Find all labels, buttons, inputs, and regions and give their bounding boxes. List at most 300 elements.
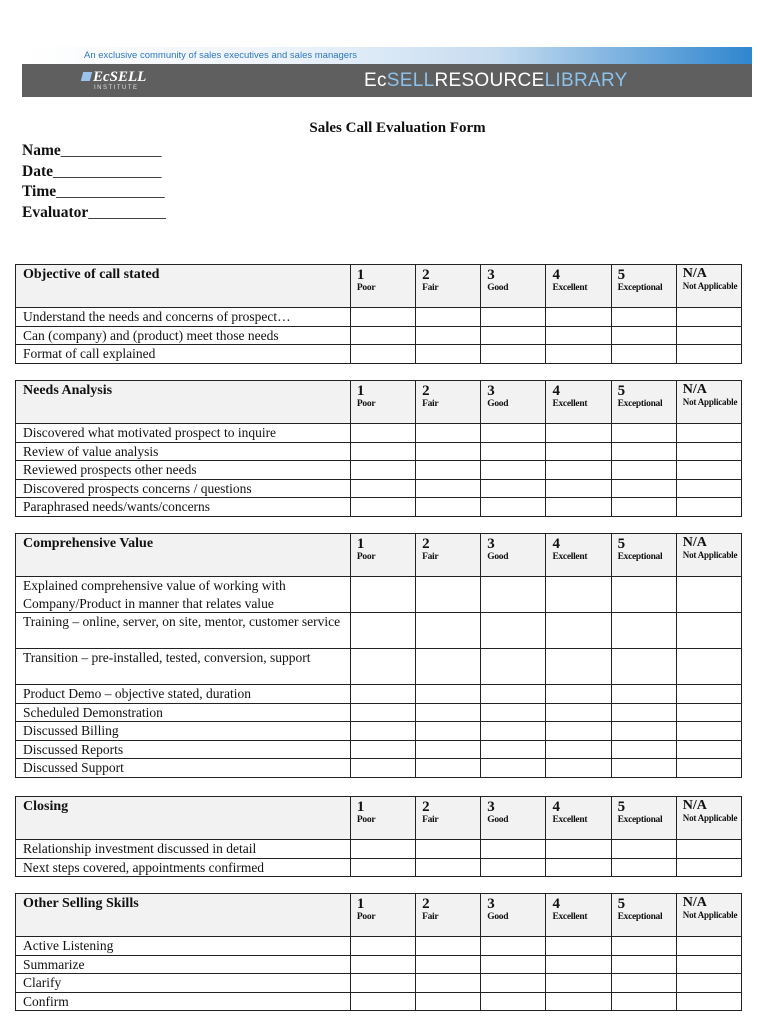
- criteria-label: Next steps covered, appointments confirmed: [23, 859, 265, 875]
- rating-cell[interactable]: [416, 685, 481, 704]
- rating-cell[interactable]: [481, 740, 546, 759]
- rating-number: 2: [422, 383, 430, 399]
- rating-cell[interactable]: [416, 858, 481, 877]
- rating-cell[interactable]: [611, 840, 676, 859]
- rating-label: Excellent: [552, 399, 588, 409]
- rating-number: 4: [552, 536, 560, 552]
- criteria-label: Can (company) and (product) meet those needs: [23, 327, 279, 343]
- rating-cell[interactable]: [481, 649, 546, 685]
- rating-cell[interactable]: [611, 974, 676, 993]
- rating-scale-header: [546, 265, 611, 308]
- rating-cell[interactable]: [676, 992, 741, 1011]
- rating-cell[interactable]: [481, 442, 546, 461]
- criteria-label: Scheduled Demonstration: [23, 704, 163, 720]
- rating-cell[interactable]: [546, 685, 611, 704]
- rating-scale-header: [611, 534, 676, 577]
- info-fields: [22, 141, 166, 223]
- criteria-row: [16, 308, 742, 327]
- rating-cell[interactable]: [676, 740, 741, 759]
- na-label: Not Applicable: [682, 910, 738, 920]
- rating-cell[interactable]: [676, 498, 741, 517]
- rating-cell[interactable]: [611, 992, 676, 1011]
- rating-cell[interactable]: [416, 974, 481, 993]
- rating-cell[interactable]: [350, 461, 415, 480]
- info-field-blank[interactable]: ______________: [56, 183, 165, 200]
- rating-cell[interactable]: [611, 577, 676, 613]
- rating-number: 2: [422, 799, 430, 815]
- rating-cell[interactable]: [350, 858, 415, 877]
- rating-cell[interactable]: [416, 326, 481, 345]
- rating-scale-header: [546, 534, 611, 577]
- rating-cell[interactable]: [350, 649, 415, 685]
- rating-cell[interactable]: [416, 649, 481, 685]
- rating-cell[interactable]: [350, 955, 415, 974]
- rating-cell[interactable]: [416, 840, 481, 859]
- criteria-label: Clarify: [23, 975, 62, 990]
- rating-number: 2: [422, 896, 430, 912]
- rating-cell[interactable]: [481, 461, 546, 480]
- criteria-label: Relationship investment discussed in detail: [23, 841, 257, 856]
- rating-number: 3: [487, 536, 495, 552]
- criteria-row: [16, 498, 742, 517]
- criteria-label: Training – online, server, on site, mentor, customer service: [23, 614, 341, 629]
- rating-cell[interactable]: [676, 759, 741, 778]
- rating-cell[interactable]: [676, 955, 741, 974]
- rating-label: Poor: [356, 399, 376, 409]
- rating-number: 4: [552, 267, 560, 283]
- rating-cell[interactable]: [611, 759, 676, 778]
- rating-scale-header: [611, 381, 676, 424]
- rating-cell[interactable]: [546, 345, 611, 364]
- rating-scale-header: [481, 265, 546, 308]
- rating-cell[interactable]: [676, 722, 741, 741]
- rating-cell[interactable]: [416, 703, 481, 722]
- criteria-row: [16, 613, 742, 649]
- banner-title-part: LIBRARY: [544, 70, 628, 91]
- rating-label: Good: [487, 912, 509, 922]
- rating-cell[interactable]: [481, 577, 546, 613]
- criteria-row: [16, 974, 742, 993]
- rating-cell[interactable]: [611, 703, 676, 722]
- criteria-row: [16, 345, 742, 364]
- rating-scale-header: [350, 381, 415, 424]
- rating-label: Good: [487, 552, 509, 562]
- rating-cell[interactable]: [350, 424, 415, 443]
- section-header-row: [16, 797, 742, 840]
- criteria-label: Understand the needs and concerns of prospect…: [23, 309, 291, 324]
- rating-cell[interactable]: [416, 613, 481, 649]
- na-number: N/A: [682, 535, 707, 550]
- rating-cell[interactable]: [546, 479, 611, 498]
- na-header: [676, 265, 741, 308]
- rating-cell[interactable]: [481, 955, 546, 974]
- rating-cell[interactable]: [481, 974, 546, 993]
- criteria-row: [16, 442, 742, 461]
- criteria-label: Review of value analysis: [23, 443, 159, 459]
- rating-label: Excellent: [552, 912, 588, 922]
- na-label: Not Applicable: [682, 550, 738, 560]
- rating-cell[interactable]: [350, 703, 415, 722]
- rating-label: Exceptional: [617, 399, 663, 409]
- rating-scale-header: [611, 894, 676, 937]
- rating-scale-header: [350, 534, 415, 577]
- rating-cell[interactable]: [350, 577, 415, 613]
- rating-number: 1: [356, 896, 365, 912]
- rating-cell[interactable]: [676, 345, 741, 364]
- rating-number: 3: [487, 383, 495, 399]
- rating-number: 4: [552, 799, 560, 815]
- rating-label: Fair: [422, 283, 439, 293]
- evaluation-table: [15, 796, 742, 877]
- rating-label: Fair: [422, 815, 439, 825]
- rating-cell[interactable]: [350, 974, 415, 993]
- rating-cell[interactable]: [676, 442, 741, 461]
- info-field[interactable]: [22, 141, 166, 162]
- rating-label: Poor: [356, 552, 376, 562]
- logo-subtitle: INSTITUTE: [94, 85, 139, 91]
- rating-label: Poor: [356, 815, 376, 825]
- criteria-row: [16, 577, 742, 613]
- criteria-row: [16, 479, 742, 498]
- rating-cell[interactable]: [676, 424, 741, 443]
- rating-cell[interactable]: [481, 308, 546, 327]
- rating-label: Poor: [356, 283, 376, 293]
- header-banner: [22, 64, 752, 97]
- info-field[interactable]: [22, 182, 166, 203]
- rating-scale-header: [481, 797, 546, 840]
- logo-mark-icon: [81, 72, 92, 81]
- rating-label: Excellent: [552, 283, 588, 293]
- rating-cell[interactable]: [676, 685, 741, 704]
- rating-cell[interactable]: [350, 345, 415, 364]
- criteria-label: Product Demo – objective stated, duration: [23, 686, 251, 701]
- criteria-row: [16, 722, 742, 741]
- rating-scale-header: [416, 797, 481, 840]
- rating-cell[interactable]: [481, 759, 546, 778]
- rating-cell[interactable]: [416, 308, 481, 327]
- rating-scale-header: [416, 265, 481, 308]
- rating-scale-header: [611, 265, 676, 308]
- rating-cell[interactable]: [676, 479, 741, 498]
- rating-cell[interactable]: [676, 326, 741, 345]
- rating-cell[interactable]: [350, 308, 415, 327]
- rating-number: 1: [356, 536, 365, 552]
- na-number: N/A: [682, 266, 707, 281]
- criteria-row: [16, 424, 742, 443]
- rating-cell[interactable]: [481, 992, 546, 1011]
- na-label: Not Applicable: [682, 397, 738, 407]
- rating-cell[interactable]: [611, 442, 676, 461]
- na-number: N/A: [682, 895, 707, 910]
- banner-title-part: Ec: [364, 70, 387, 91]
- rating-cell[interactable]: [611, 424, 676, 443]
- info-field[interactable]: [22, 203, 166, 224]
- rating-cell[interactable]: [350, 759, 415, 778]
- rating-cell[interactable]: [350, 685, 415, 704]
- rating-cell[interactable]: [546, 308, 611, 327]
- rating-scale-header: [611, 797, 676, 840]
- rating-cell[interactable]: [611, 955, 676, 974]
- rating-label: Poor: [356, 912, 376, 922]
- criteria-label: Discussed Support: [23, 760, 124, 775]
- rating-number: 3: [487, 267, 495, 283]
- rating-cell[interactable]: [416, 461, 481, 480]
- rating-label: Exceptional: [617, 283, 663, 293]
- rating-cell[interactable]: [611, 613, 676, 649]
- rating-label: Exceptional: [617, 912, 663, 922]
- rating-cell[interactable]: [676, 308, 741, 327]
- rating-scale-header: [350, 894, 415, 937]
- info-field-label: Time: [22, 183, 57, 200]
- rating-number: 5: [617, 267, 626, 283]
- section-header-row: [16, 534, 742, 577]
- evaluation-table: [15, 533, 742, 778]
- rating-cell[interactable]: [350, 992, 415, 1011]
- rating-label: Fair: [422, 552, 439, 562]
- rating-number: 2: [422, 536, 430, 552]
- na-label: Not Applicable: [682, 813, 738, 823]
- section-title: Objective of call stated: [23, 267, 160, 282]
- criteria-label: Confirm: [23, 993, 69, 1009]
- rating-cell[interactable]: [350, 326, 415, 345]
- info-field-blank[interactable]: ______________: [53, 162, 162, 180]
- rating-label: Good: [487, 815, 509, 825]
- rating-cell[interactable]: [611, 461, 676, 480]
- rating-scale-header: [481, 381, 546, 424]
- rating-number: 3: [487, 896, 495, 912]
- rating-number: 4: [552, 896, 560, 912]
- rating-cell[interactable]: [611, 649, 676, 685]
- evaluation-table: [15, 380, 742, 517]
- rating-scale-header: [546, 894, 611, 937]
- rating-cell[interactable]: [676, 937, 741, 956]
- rating-number: 1: [356, 383, 365, 399]
- rating-cell[interactable]: [611, 345, 676, 364]
- na-header: [676, 534, 741, 577]
- criteria-label: Active Listening: [23, 938, 114, 953]
- rating-cell[interactable]: [611, 740, 676, 759]
- criteria-row: [16, 937, 742, 956]
- rating-cell[interactable]: [676, 613, 741, 649]
- rating-label: Exceptional: [617, 552, 663, 562]
- rating-label: Good: [487, 283, 509, 293]
- rating-cell[interactable]: [546, 442, 611, 461]
- criteria-row: [16, 992, 742, 1011]
- rating-cell[interactable]: [416, 740, 481, 759]
- rating-cell[interactable]: [676, 577, 741, 613]
- rating-cell[interactable]: [416, 479, 481, 498]
- rating-cell[interactable]: [481, 498, 546, 517]
- criteria-row: [16, 649, 742, 685]
- rating-cell[interactable]: [416, 955, 481, 974]
- rating-label: Fair: [422, 399, 439, 409]
- na-label: Not Applicable: [682, 281, 738, 291]
- rating-cell[interactable]: [676, 461, 741, 480]
- rating-cell[interactable]: [481, 326, 546, 345]
- rating-number: 5: [617, 799, 626, 815]
- rating-cell[interactable]: [546, 955, 611, 974]
- rating-cell[interactable]: [350, 613, 415, 649]
- rating-cell[interactable]: [611, 479, 676, 498]
- form-title: Sales Call Evaluation Form: [309, 120, 486, 136]
- rating-label: Exceptional: [617, 815, 663, 825]
- rating-cell[interactable]: [611, 498, 676, 517]
- rating-cell[interactable]: [546, 840, 611, 859]
- evaluation-table: [15, 893, 742, 1011]
- rating-number: 3: [487, 799, 495, 815]
- rating-cell[interactable]: [676, 974, 741, 993]
- rating-cell[interactable]: [611, 308, 676, 327]
- info-field-blank[interactable]: _____________: [60, 142, 162, 159]
- rating-cell[interactable]: [481, 858, 546, 877]
- rating-label: Excellent: [552, 815, 588, 825]
- rating-cell[interactable]: [546, 424, 611, 443]
- rating-cell[interactable]: [546, 937, 611, 956]
- rating-cell[interactable]: [676, 840, 741, 859]
- rating-cell[interactable]: [546, 577, 611, 613]
- rating-scale-header: [416, 381, 481, 424]
- rating-cell[interactable]: [416, 937, 481, 956]
- rating-scale-header: [350, 265, 415, 308]
- rating-cell[interactable]: [611, 722, 676, 741]
- rating-cell[interactable]: [481, 685, 546, 704]
- rating-cell[interactable]: [481, 840, 546, 859]
- criteria-label: Discussed Reports: [23, 741, 124, 757]
- rating-cell[interactable]: [350, 937, 415, 956]
- rating-cell[interactable]: [481, 424, 546, 443]
- tagline-text: An exclusive community of sales executives and sales managers: [84, 50, 357, 61]
- rating-cell[interactable]: [481, 937, 546, 956]
- rating-cell[interactable]: [546, 974, 611, 993]
- criteria-row: [16, 840, 742, 859]
- rating-cell[interactable]: [481, 703, 546, 722]
- rating-cell[interactable]: [350, 722, 415, 741]
- banner-title-part: RESOURCE: [434, 70, 545, 91]
- rating-cell[interactable]: [481, 479, 546, 498]
- criteria-row: [16, 703, 742, 722]
- rating-cell[interactable]: [546, 703, 611, 722]
- rating-number: 1: [356, 799, 365, 815]
- rating-cell[interactable]: [611, 858, 676, 877]
- rating-cell[interactable]: [611, 685, 676, 704]
- rating-scale-header: [416, 894, 481, 937]
- rating-cell[interactable]: [481, 345, 546, 364]
- criteria-row: [16, 759, 742, 778]
- criteria-label: Paraphrased needs/wants/concerns: [23, 499, 211, 514]
- rating-cell[interactable]: [676, 649, 741, 685]
- rating-cell[interactable]: [546, 461, 611, 480]
- rating-cell[interactable]: [481, 722, 546, 741]
- criteria-row: [16, 740, 742, 759]
- tagline-bar: [22, 47, 752, 64]
- rating-cell[interactable]: [546, 649, 611, 685]
- criteria-row: [16, 326, 742, 345]
- ecsell-logo: [82, 69, 172, 91]
- banner-title: [364, 70, 628, 92]
- rating-cell[interactable]: [350, 442, 415, 461]
- rating-number: 5: [617, 383, 626, 399]
- criteria-label: Explained comprehensive value of working with Company/Product in manner that relates value: [23, 578, 286, 611]
- rating-scale-header: [546, 381, 611, 424]
- rating-cell[interactable]: [546, 759, 611, 778]
- rating-cell[interactable]: [676, 858, 741, 877]
- section-header-row: [16, 265, 742, 308]
- rating-cell[interactable]: [546, 326, 611, 345]
- section-title: Needs Analysis: [23, 383, 113, 398]
- criteria-label: Reviewed prospects other needs: [23, 462, 197, 477]
- criteria-label: Summarize: [23, 956, 85, 972]
- rating-cell[interactable]: [611, 937, 676, 956]
- rating-number: 5: [617, 896, 626, 912]
- rating-scale-header: [481, 534, 546, 577]
- rating-cell[interactable]: [546, 858, 611, 877]
- rating-cell[interactable]: [350, 840, 415, 859]
- rating-scale-header: [350, 797, 415, 840]
- rating-number: 2: [422, 267, 430, 283]
- criteria-row: [16, 955, 742, 974]
- rating-cell[interactable]: [350, 498, 415, 517]
- na-number: N/A: [682, 382, 707, 397]
- rating-scale-header: [481, 894, 546, 937]
- na-header: [676, 894, 741, 937]
- rating-label: Good: [487, 399, 509, 409]
- rating-cell[interactable]: [546, 740, 611, 759]
- rating-cell[interactable]: [416, 498, 481, 517]
- rating-cell[interactable]: [546, 992, 611, 1011]
- criteria-label: Discussed Billing: [23, 723, 119, 738]
- evaluation-table: [15, 264, 742, 364]
- rating-cell[interactable]: [416, 722, 481, 741]
- rating-cell[interactable]: [546, 722, 611, 741]
- section-title: Closing: [23, 799, 69, 814]
- rating-cell[interactable]: [416, 442, 481, 461]
- rating-number: 4: [552, 383, 560, 399]
- section-header-row: [16, 381, 742, 424]
- rating-cell[interactable]: [546, 613, 611, 649]
- info-field-label: Evaluator: [22, 203, 89, 221]
- rating-cell[interactable]: [416, 759, 481, 778]
- info-field[interactable]: [22, 162, 166, 183]
- rating-cell[interactable]: [350, 479, 415, 498]
- rating-scale-header: [416, 534, 481, 577]
- banner-title-part: SELL: [386, 70, 435, 91]
- logo-name: EcSELL: [93, 69, 147, 85]
- rating-scale-header: [546, 797, 611, 840]
- na-number: N/A: [682, 798, 707, 813]
- rating-cell[interactable]: [676, 703, 741, 722]
- rating-label: Excellent: [552, 552, 588, 562]
- section-title: Other Selling Skills: [23, 896, 139, 911]
- rating-cell[interactable]: [416, 992, 481, 1011]
- info-field-blank[interactable]: __________: [88, 203, 166, 221]
- na-header: [676, 797, 741, 840]
- rating-cell[interactable]: [481, 613, 546, 649]
- rating-number: 1: [356, 267, 365, 283]
- rating-label: Fair: [422, 912, 439, 922]
- criteria-row: [16, 461, 742, 480]
- rating-number: 5: [617, 536, 626, 552]
- rating-cell[interactable]: [416, 345, 481, 364]
- criteria-row: [16, 858, 742, 877]
- criteria-label: Format of call explained: [23, 346, 156, 361]
- na-header: [676, 381, 741, 424]
- rating-cell[interactable]: [611, 326, 676, 345]
- rating-cell[interactable]: [350, 740, 415, 759]
- rating-cell[interactable]: [416, 424, 481, 443]
- section-header-row: [16, 894, 742, 937]
- rating-cell[interactable]: [546, 498, 611, 517]
- rating-cell[interactable]: [416, 577, 481, 613]
